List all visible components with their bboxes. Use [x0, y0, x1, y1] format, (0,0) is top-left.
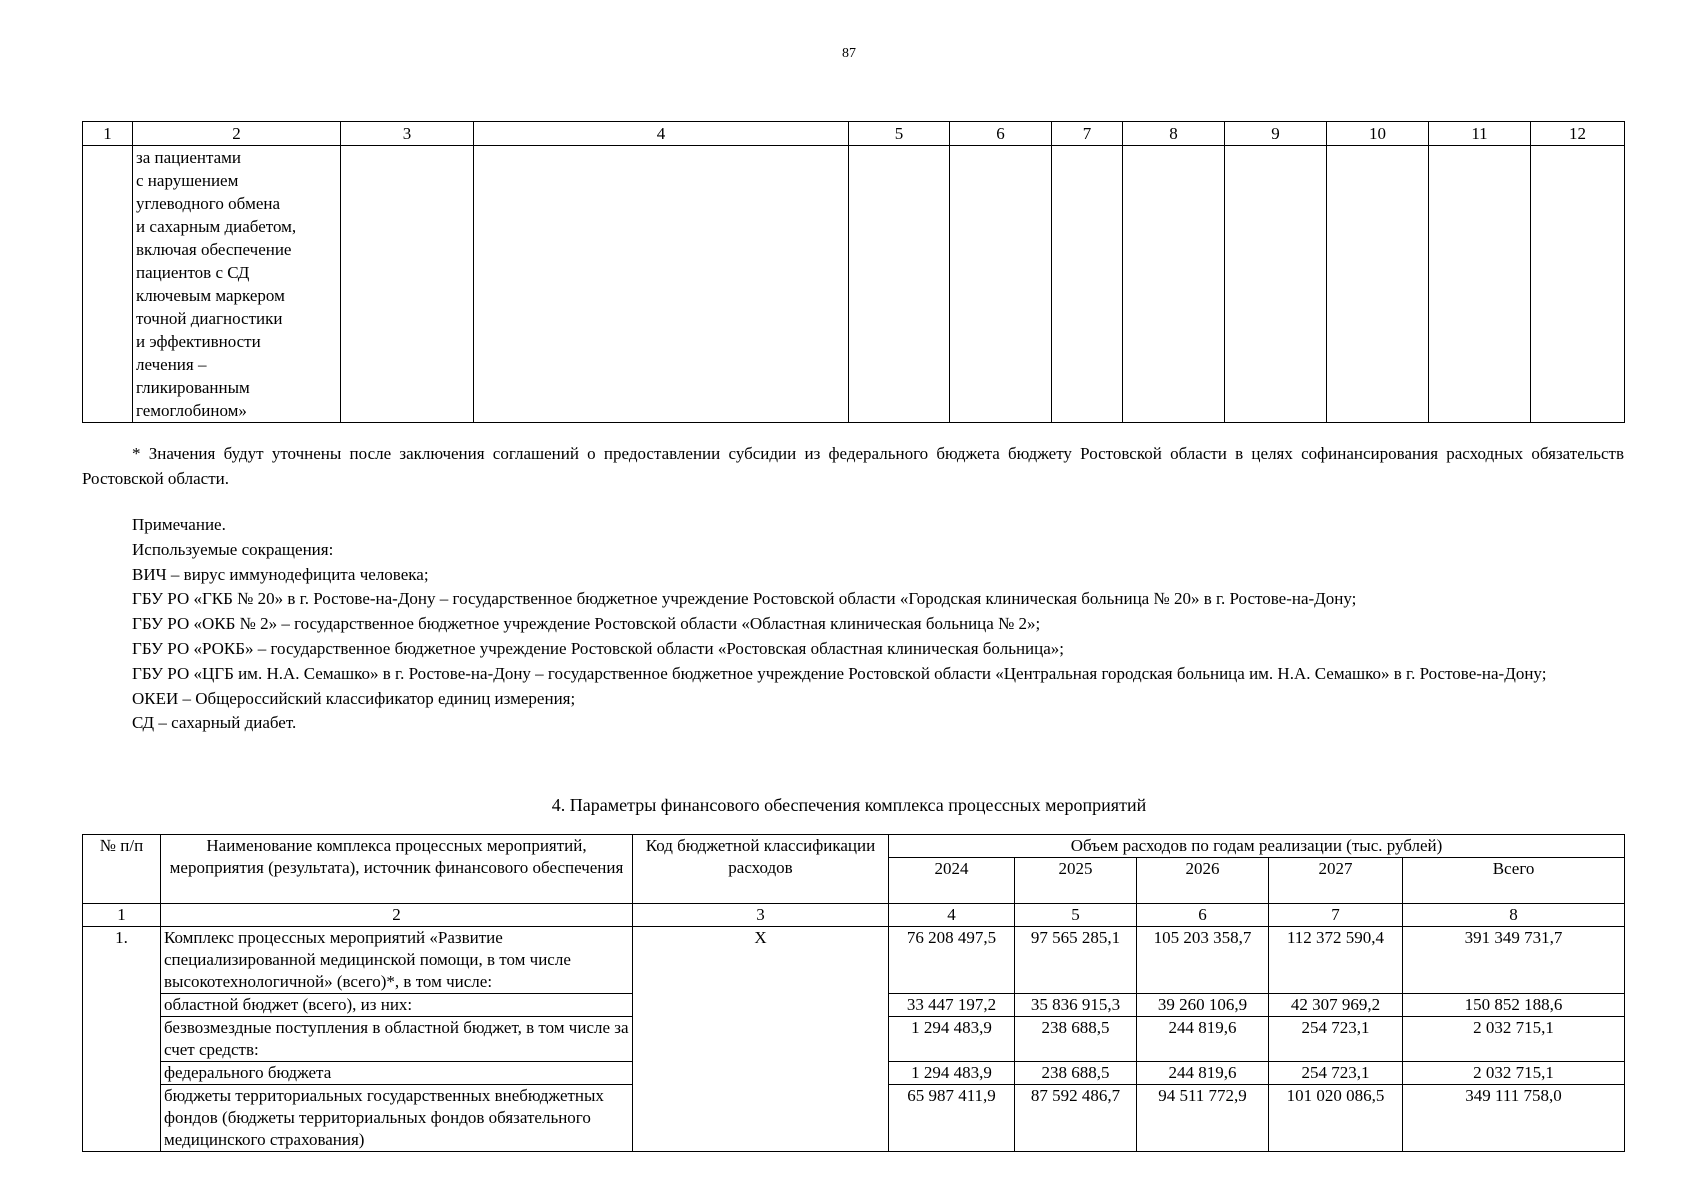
- column-number: 7: [1052, 122, 1123, 146]
- column-number: 7: [1269, 904, 1403, 927]
- name-line: гемоглобином»: [136, 401, 247, 420]
- column-number: 2: [161, 904, 633, 927]
- indicator-name-cell: [133, 146, 341, 423]
- table-row: [83, 146, 1625, 423]
- header-name: Наименование комплекса процессных мероприятий, мероприятия (результата), источник финансового обеспечения: [161, 835, 633, 904]
- row-name: бюджеты территориальных государственных внебюджетных фондов (бюджеты территориальных фондов обязательного медицинского страхования): [161, 1085, 633, 1152]
- row-name: Комплекс процессных мероприятий «Развитие специализированной медицинской помощи, в том числе высокотехнологичной» (всего)*, в том числе:: [161, 927, 633, 994]
- value-2026: 244 819,6: [1137, 1017, 1269, 1062]
- name-line: за пациентами: [136, 148, 242, 167]
- value-2026: 39 260 106,9: [1137, 994, 1269, 1017]
- value-2024: 65 987 411,9: [889, 1085, 1015, 1152]
- name-line: пациентов с СД: [136, 263, 250, 282]
- column-number: 5: [1015, 904, 1137, 927]
- value-2025: 97 565 285,1: [1015, 927, 1137, 994]
- value-2027: 42 307 969,2: [1269, 994, 1403, 1017]
- value-2025: 238 688,5: [1015, 1062, 1137, 1085]
- value-total: 391 349 731,7: [1403, 927, 1625, 994]
- value-2027: 101 020 086,5: [1269, 1085, 1403, 1152]
- column-number: 3: [633, 904, 889, 927]
- header-year: 2027: [1269, 858, 1403, 904]
- abbreviation-item: ГБУ РО «ГКБ № 20» в г. Ростове-на-Дону – государственное бюджетное учреждение Ростовской области «Городская клиническая больница № 20» в г. Ростове-на-Дону;: [132, 589, 1357, 609]
- column-number: 4: [474, 122, 849, 146]
- table-row: [83, 927, 1625, 994]
- header-num: № п/п: [83, 835, 161, 904]
- header-year: 2025: [1015, 858, 1137, 904]
- header-row: [83, 835, 1625, 858]
- abbreviation-item: ВИЧ – вирус иммунодефицита человека;: [132, 564, 429, 584]
- column-number: 5: [849, 122, 950, 146]
- row-name: безвозмездные поступления в областной бюджет, в том числе за счет средств:: [161, 1017, 633, 1062]
- name-line: и эффективности: [136, 332, 261, 351]
- value-2026: 105 203 358,7: [1137, 927, 1269, 994]
- column-number: 12: [1531, 122, 1625, 146]
- header-year: 2026: [1137, 858, 1269, 904]
- value-2027: 254 723,1: [1269, 1062, 1403, 1085]
- column-number: 6: [1137, 904, 1269, 927]
- note-title: Примечание.: [132, 515, 226, 534]
- page-number: 87: [842, 46, 856, 61]
- table-continuation: [82, 121, 1625, 423]
- row-name: федерального бюджета: [161, 1062, 633, 1085]
- column-number: 10: [1327, 122, 1429, 146]
- budget-code: Х: [633, 927, 889, 1152]
- value-total: 2 032 715,1: [1403, 1062, 1625, 1085]
- finance-table: [82, 834, 1625, 1152]
- column-number-row: [83, 122, 1625, 146]
- value-total: 2 032 715,1: [1403, 1017, 1625, 1062]
- name-line: ключевым маркером: [136, 286, 285, 305]
- note-block: [82, 513, 1624, 736]
- name-line: с нарушением: [136, 171, 239, 190]
- value-2026: 94 511 772,9: [1137, 1085, 1269, 1152]
- header-volume: Объем расходов по годам реализации (тыс. рублей): [889, 835, 1625, 858]
- value-2026: 244 819,6: [1137, 1062, 1269, 1085]
- value-total: 349 111 758,0: [1403, 1085, 1625, 1152]
- section-title: 4. Параметры финансового обеспечения комплекса процессных мероприятий: [551, 795, 1147, 815]
- value-2024: 33 447 197,2: [889, 994, 1015, 1017]
- name-line: лечения –: [136, 355, 207, 374]
- value-2025: 35 836 915,3: [1015, 994, 1137, 1017]
- column-number: 3: [341, 122, 474, 146]
- column-number: 4: [889, 904, 1015, 927]
- abbreviation-item: ГБУ РО «ОКБ № 2» – государственное бюджетное учреждение Ростовской области «Областная клиническая больница № 2»;: [132, 614, 1041, 634]
- name-line: углеводного обмена: [136, 194, 281, 213]
- column-number-row: [83, 904, 1625, 927]
- column-number: 2: [133, 122, 341, 146]
- header-code: Код бюджетной классификации расходов: [633, 835, 889, 904]
- column-number: 6: [950, 122, 1052, 146]
- column-number: 9: [1225, 122, 1327, 146]
- note-subtitle: Используемые сокращения:: [132, 539, 334, 559]
- value-2024: 1 294 483,9: [889, 1062, 1015, 1085]
- value-2025: 87 592 486,7: [1015, 1085, 1137, 1152]
- abbreviation-item: ГБУ РО «ЦГБ им. Н.А. Семашко» в г. Ростове-на-Дону – государственное бюджетное учреждение Ростовской области «Центральная городская больница им. Н.А. Семашко» в г. Ростове-на-Дону;: [132, 663, 1547, 683]
- abbreviation-item: ОКЕИ – Общероссийский классификатор единиц измерения;: [132, 688, 576, 708]
- column-number: 11: [1429, 122, 1531, 146]
- value-2024: 1 294 483,9: [889, 1017, 1015, 1062]
- footnote: * Значения будут уточнены после заключения соглашений о предоставлении субсидии из федерального бюджета бюджету Ростовской области в целях софинансирования расходных обязательств Ростовской области.: [82, 444, 1624, 488]
- header-year: 2024: [889, 858, 1015, 904]
- row-name: областной бюджет (всего), из них:: [161, 994, 633, 1017]
- name-line: включая обеспечение: [136, 240, 292, 259]
- column-number: 8: [1123, 122, 1225, 146]
- name-line: и сахарным диабетом,: [136, 217, 297, 236]
- name-line: точной диагностики: [136, 309, 283, 328]
- abbreviation-item: СД – сахарный диабет.: [132, 713, 297, 733]
- value-2027: 254 723,1: [1269, 1017, 1403, 1062]
- value-total: 150 852 188,6: [1403, 994, 1625, 1017]
- value-2024: 76 208 497,5: [889, 927, 1015, 994]
- value-2027: 112 372 590,4: [1269, 927, 1403, 994]
- column-number: 1: [83, 122, 133, 146]
- column-number: 1: [83, 904, 161, 927]
- value-2025: 238 688,5: [1015, 1017, 1137, 1062]
- column-number: 8: [1403, 904, 1625, 927]
- row-number: 1.: [83, 927, 161, 1152]
- header-total: Всего: [1403, 858, 1625, 904]
- abbreviation-item: ГБУ РО «РОКБ» – государственное бюджетное учреждение Ростовской области «Ростовская областная клиническая больница»;: [132, 638, 1065, 658]
- name-line: гликированным: [136, 378, 250, 397]
